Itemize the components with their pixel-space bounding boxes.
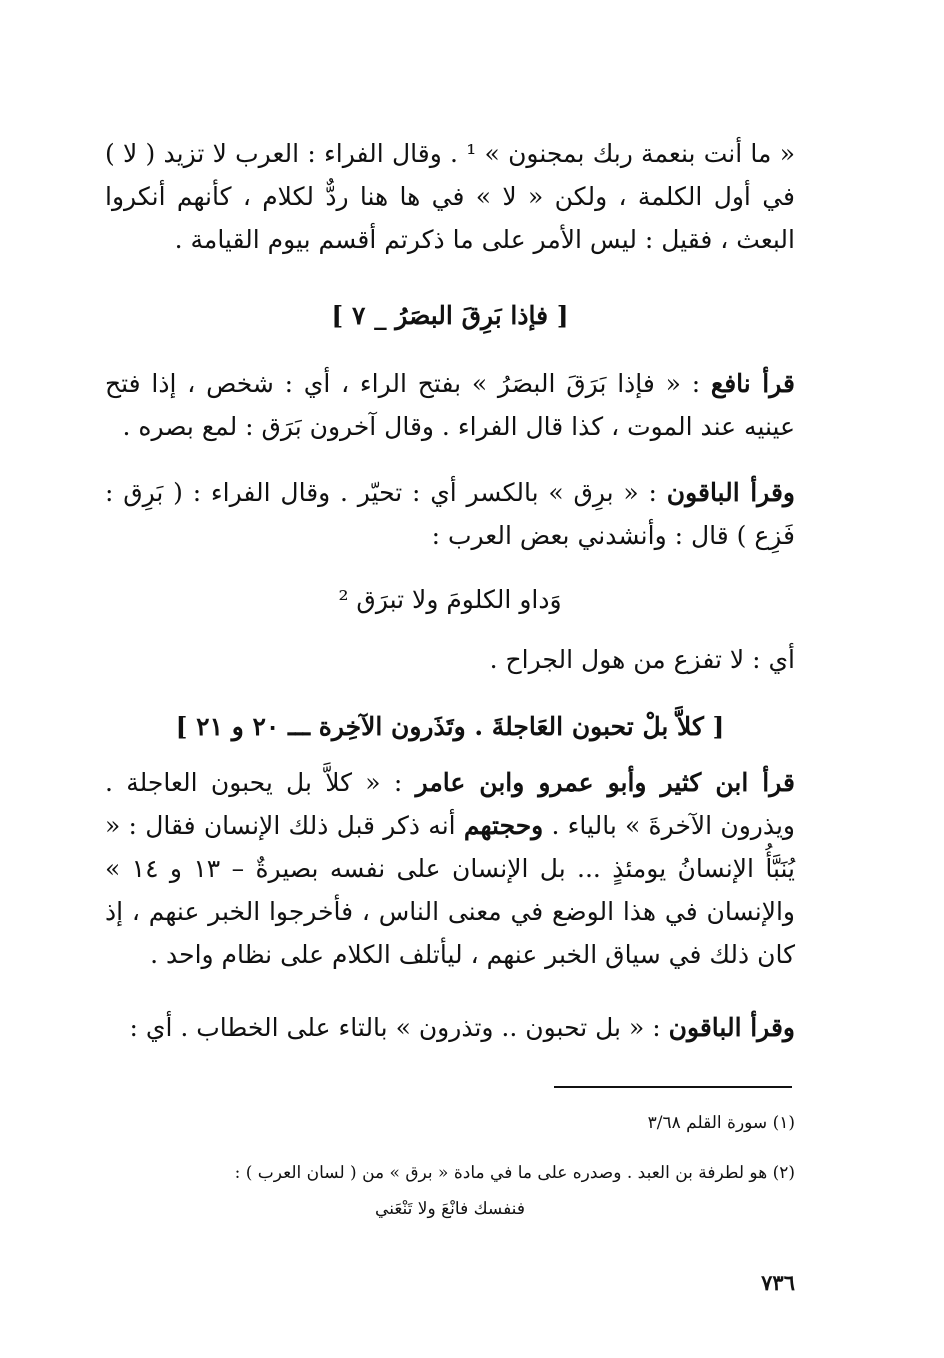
paragraph-ibn-kathir-reading: [105, 761, 795, 976]
reader-label: وقرأ الباقون: [666, 478, 795, 507]
section-heading-verse-7: [ فإذا بَرِقَ البصَرُ _ ٧ ]: [331, 301, 569, 330]
section-heading-verses-20-21: [ كلاَّ بلْ تحبون العَاجلةَ . وتَذَرون الآخِرة ـــ ٢٠ و ٢١ ]: [175, 712, 725, 741]
argument-label: وحجتهم: [463, 811, 544, 840]
paragraph-nafi-reading: [105, 362, 795, 448]
reader-label: قرأ ابن كثير وأبو عمرو وابن عامر: [415, 768, 795, 797]
footnote-divider: [554, 1086, 792, 1088]
footnote-2: (٢) هو لطرفة بن العبد . وصدره على ما في مادة « برق » من ( لسان العرب ) :: [234, 1163, 795, 1183]
paragraph-text: : « بل تحبون .. وتذرون » بالتاء على الخطاب . أي :: [129, 1013, 669, 1042]
paragraph-others-reading: [105, 471, 795, 557]
paragraph-explanation: أي : لا تفزع من هول الجراح .: [489, 645, 795, 674]
reader-label: وقرأ الباقون: [668, 1013, 795, 1042]
paragraph-text: : « برِق » بالكسر أي : تحيّر . وقال الفراء : ( بَرِق : فَزِع ) قال : وأنشدني بعض العرب :: [105, 478, 795, 550]
footnote-2-verse: فنفسك فانْعَ ولا تَنْعَني: [375, 1199, 525, 1219]
paragraph-text: : « فإذا بَرَقَ البصَرُ » بفتح الراء ، أي : شخص ، إذا فتح عينيه عند الموت ، كذا قال الفراء . وقال آخرون بَرَق : لمع بصره .: [105, 369, 795, 441]
reader-label: قرأ نافع: [710, 369, 795, 398]
page-number: ٧٣٦: [761, 1270, 795, 1295]
footnote-1: (١) سورة القلم ٣/٦٨: [647, 1113, 795, 1133]
paragraph-intro: « ما أنت بنعمة ربك بمجنون » ¹ . وقال الفراء : العرب لا تزيد ( لا ) في أول الكلمة ، ولكن « لا » في ها هنا ردٌّ لكلام ، كأنهم أنكروا البعث ، فقيل : ليس الأمر على ما ذكرتم أقسم بيوم القيامة .: [105, 139, 795, 254]
poetry-verse: وَداو الكلومَ ولا تبرَق ²: [338, 585, 562, 614]
paragraph-text: : « كلاَّ بل يحبون العاجلة . ويذرون الآخرةَ » بالياء .: [105, 768, 795, 840]
paragraph-text: أنه ذكر قبل ذلك الإنسان فقال : « يُنَبَّأُ الإنسانُ يومئذٍ ... بل الإنسان على نفسه بصيرةٌ – ١٣ و ١٤ » والإنسان في هذا الوضع في معنى الناس ، فأخرجوا الخبر عنهم ، إذ كان ذلك في سياق الخبر عنهم ، ليأتلف الكلام على نظام واحد .: [105, 811, 795, 969]
paragraph-others-reading-2: [105, 1006, 795, 1049]
